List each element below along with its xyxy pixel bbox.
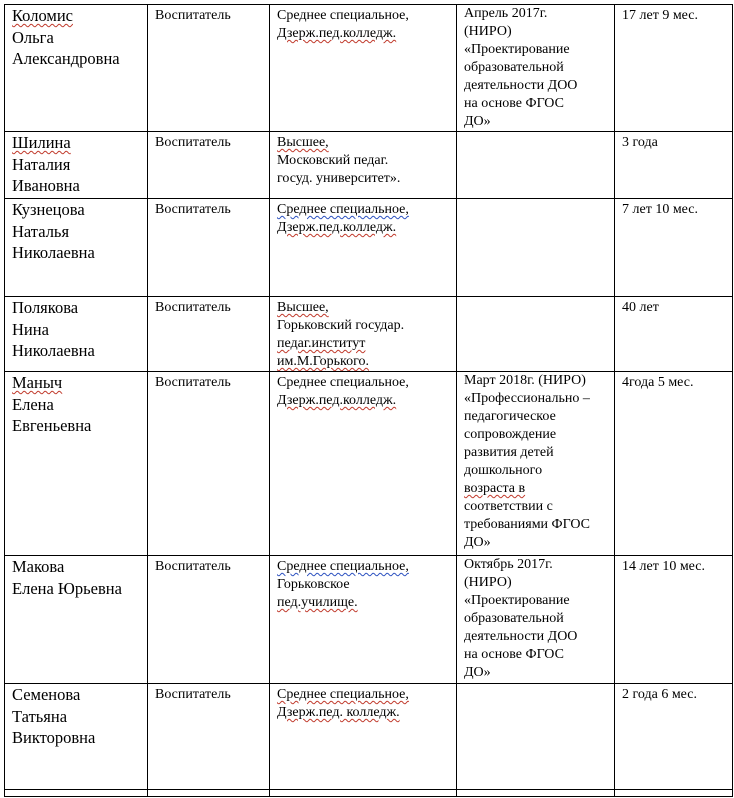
first-name: Наталия bbox=[12, 154, 71, 174]
position-text: Воспитатель bbox=[155, 375, 231, 390]
name-cell bbox=[5, 556, 148, 684]
position-text: Воспитатель bbox=[155, 135, 231, 150]
first-name: Наталья bbox=[12, 221, 70, 241]
experience-cell bbox=[615, 684, 733, 790]
table-row bbox=[5, 372, 733, 556]
patronymic: Ивановна bbox=[12, 176, 80, 195]
experience-text: 2 года 6 мес. bbox=[622, 687, 697, 702]
education-cell bbox=[270, 297, 457, 372]
experience-cell bbox=[615, 556, 733, 684]
patronymic: Николаевна bbox=[12, 243, 95, 262]
experience-cell bbox=[615, 790, 733, 797]
position-text: Воспитатель bbox=[155, 687, 231, 702]
first-name: Ольга bbox=[12, 27, 54, 47]
education-line: им.М.Горького. bbox=[277, 354, 370, 369]
courses-line: образовательной bbox=[464, 611, 564, 626]
courses-cell bbox=[457, 556, 615, 684]
patronymic: Викторовна bbox=[12, 728, 96, 747]
courses-line: Март 2018г. (НИРО) bbox=[464, 373, 586, 388]
table-row bbox=[5, 684, 733, 790]
courses-line: «Проектирование bbox=[464, 42, 570, 57]
education-line: Среднее специальное, bbox=[277, 687, 409, 702]
surname: Полякова bbox=[12, 298, 79, 317]
table-row bbox=[5, 132, 733, 199]
position-text: Воспитатель bbox=[155, 300, 231, 315]
education-line: пед.училище. bbox=[277, 595, 358, 610]
experience-cell bbox=[615, 372, 733, 556]
surname: Кузнецова bbox=[12, 200, 85, 219]
name-cell bbox=[5, 199, 148, 297]
education-cell bbox=[270, 556, 457, 684]
patronymic: Александровна bbox=[12, 49, 120, 68]
position-cell bbox=[148, 372, 270, 556]
staff-table bbox=[4, 4, 733, 797]
courses-line: образовательной bbox=[464, 60, 564, 75]
experience-cell bbox=[615, 132, 733, 199]
courses-line: ДО» bbox=[464, 114, 491, 129]
education-line: Дзерж.пед. колледж. bbox=[277, 705, 400, 720]
courses-line: возраста в bbox=[464, 481, 526, 496]
name-cell bbox=[5, 790, 148, 797]
courses-line: ДО» bbox=[464, 665, 491, 680]
education-cell bbox=[270, 790, 457, 797]
first-name: Татьяна bbox=[12, 706, 68, 726]
experience-text: 3 года bbox=[622, 135, 658, 150]
position-cell bbox=[148, 556, 270, 684]
table-row bbox=[5, 556, 733, 684]
education-line: Высшее, bbox=[277, 300, 329, 315]
courses-line: (НИРО) bbox=[464, 575, 512, 590]
courses-line: ДО» bbox=[464, 535, 491, 550]
first-name: Елена bbox=[12, 394, 54, 414]
experience-cell bbox=[615, 5, 733, 132]
courses-line: на основе ФГОС bbox=[464, 96, 564, 111]
courses-cell bbox=[457, 199, 615, 297]
name-cell bbox=[5, 5, 148, 132]
experience-cell bbox=[615, 199, 733, 297]
courses-cell bbox=[457, 132, 615, 199]
courses-cell bbox=[457, 684, 615, 790]
education-line: госуд. университет». bbox=[277, 171, 401, 186]
position-cell bbox=[148, 199, 270, 297]
surname: Коломис bbox=[12, 6, 73, 25]
courses-line: Октябрь 2017г. bbox=[464, 557, 553, 572]
surname: Макова bbox=[12, 557, 65, 576]
courses-line: дошкольного bbox=[464, 463, 543, 478]
courses-line: деятельности ДОО bbox=[464, 629, 578, 644]
education-line: Горьковский государ. bbox=[277, 318, 405, 333]
position-cell bbox=[148, 132, 270, 199]
position-cell bbox=[148, 790, 270, 797]
position-text: Воспитатель bbox=[155, 8, 231, 23]
courses-line: развития детей bbox=[464, 445, 554, 460]
table-row bbox=[5, 199, 733, 297]
education-line: Дзерж.пед.колледж. bbox=[277, 220, 397, 235]
experience-cell bbox=[615, 297, 733, 372]
education-line: Среднее специальное, bbox=[277, 8, 409, 23]
education-line: педаг.институт bbox=[277, 336, 366, 351]
education-line: Горьковское bbox=[277, 577, 350, 592]
experience-text: 7 лет 10 мес. bbox=[622, 202, 698, 217]
courses-line: педагогическое bbox=[464, 409, 556, 424]
courses-cell bbox=[457, 372, 615, 556]
first-name: Нина bbox=[12, 319, 49, 339]
courses-cell bbox=[457, 297, 615, 372]
position-cell bbox=[148, 684, 270, 790]
education-line: Среднее специальное, bbox=[277, 559, 409, 574]
table-row bbox=[5, 297, 733, 372]
position-cell bbox=[148, 5, 270, 132]
experience-text: 40 лет bbox=[622, 300, 659, 315]
surname: Маныч bbox=[12, 373, 63, 392]
education-cell bbox=[270, 372, 457, 556]
courses-line: «Профессионально – bbox=[464, 391, 590, 406]
first-name: Елена Юрьевна bbox=[12, 578, 122, 598]
courses-line: деятельности ДОО bbox=[464, 78, 578, 93]
patronymic: Евгеньевна bbox=[12, 416, 92, 435]
position-text: Воспитатель bbox=[155, 559, 231, 574]
courses-line: Апрель 2017г. bbox=[464, 6, 548, 21]
surname: Шилина bbox=[12, 133, 71, 152]
education-line: Дзерж.пед.колледж. bbox=[277, 393, 397, 408]
courses-line: (НИРО) bbox=[464, 24, 512, 39]
surname: Семенова bbox=[12, 685, 81, 704]
table-row bbox=[5, 790, 733, 797]
table-row bbox=[5, 5, 733, 132]
education-cell bbox=[270, 132, 457, 199]
education-line: Дзерж.пед.колледж. bbox=[277, 26, 397, 41]
courses-line: соответствии с bbox=[464, 499, 553, 514]
education-line: Московский педаг. bbox=[277, 153, 389, 168]
education-line: Высшее, bbox=[277, 135, 329, 150]
courses-cell bbox=[457, 5, 615, 132]
position-text: Воспитатель bbox=[155, 202, 231, 217]
education-line: Среднее специальное, bbox=[277, 375, 409, 390]
education-cell bbox=[270, 5, 457, 132]
name-cell bbox=[5, 132, 148, 199]
name-cell bbox=[5, 372, 148, 556]
education-cell bbox=[270, 684, 457, 790]
courses-line: сопровождение bbox=[464, 427, 557, 442]
experience-text: 17 лет 9 мес. bbox=[622, 8, 698, 23]
name-cell bbox=[5, 297, 148, 372]
experience-text: 4года 5 мес. bbox=[622, 375, 694, 390]
courses-line: «Проектирование bbox=[464, 593, 570, 608]
courses-line: на основе ФГОС bbox=[464, 647, 564, 662]
patronymic: Николаевна bbox=[12, 341, 95, 360]
education-cell bbox=[270, 199, 457, 297]
education-line: Среднее специальное, bbox=[277, 202, 409, 217]
position-cell bbox=[148, 297, 270, 372]
courses-cell bbox=[457, 790, 615, 797]
experience-text: 14 лет 10 мес. bbox=[622, 559, 705, 574]
courses-line: требованиями ФГОС bbox=[464, 517, 590, 532]
name-cell bbox=[5, 684, 148, 790]
